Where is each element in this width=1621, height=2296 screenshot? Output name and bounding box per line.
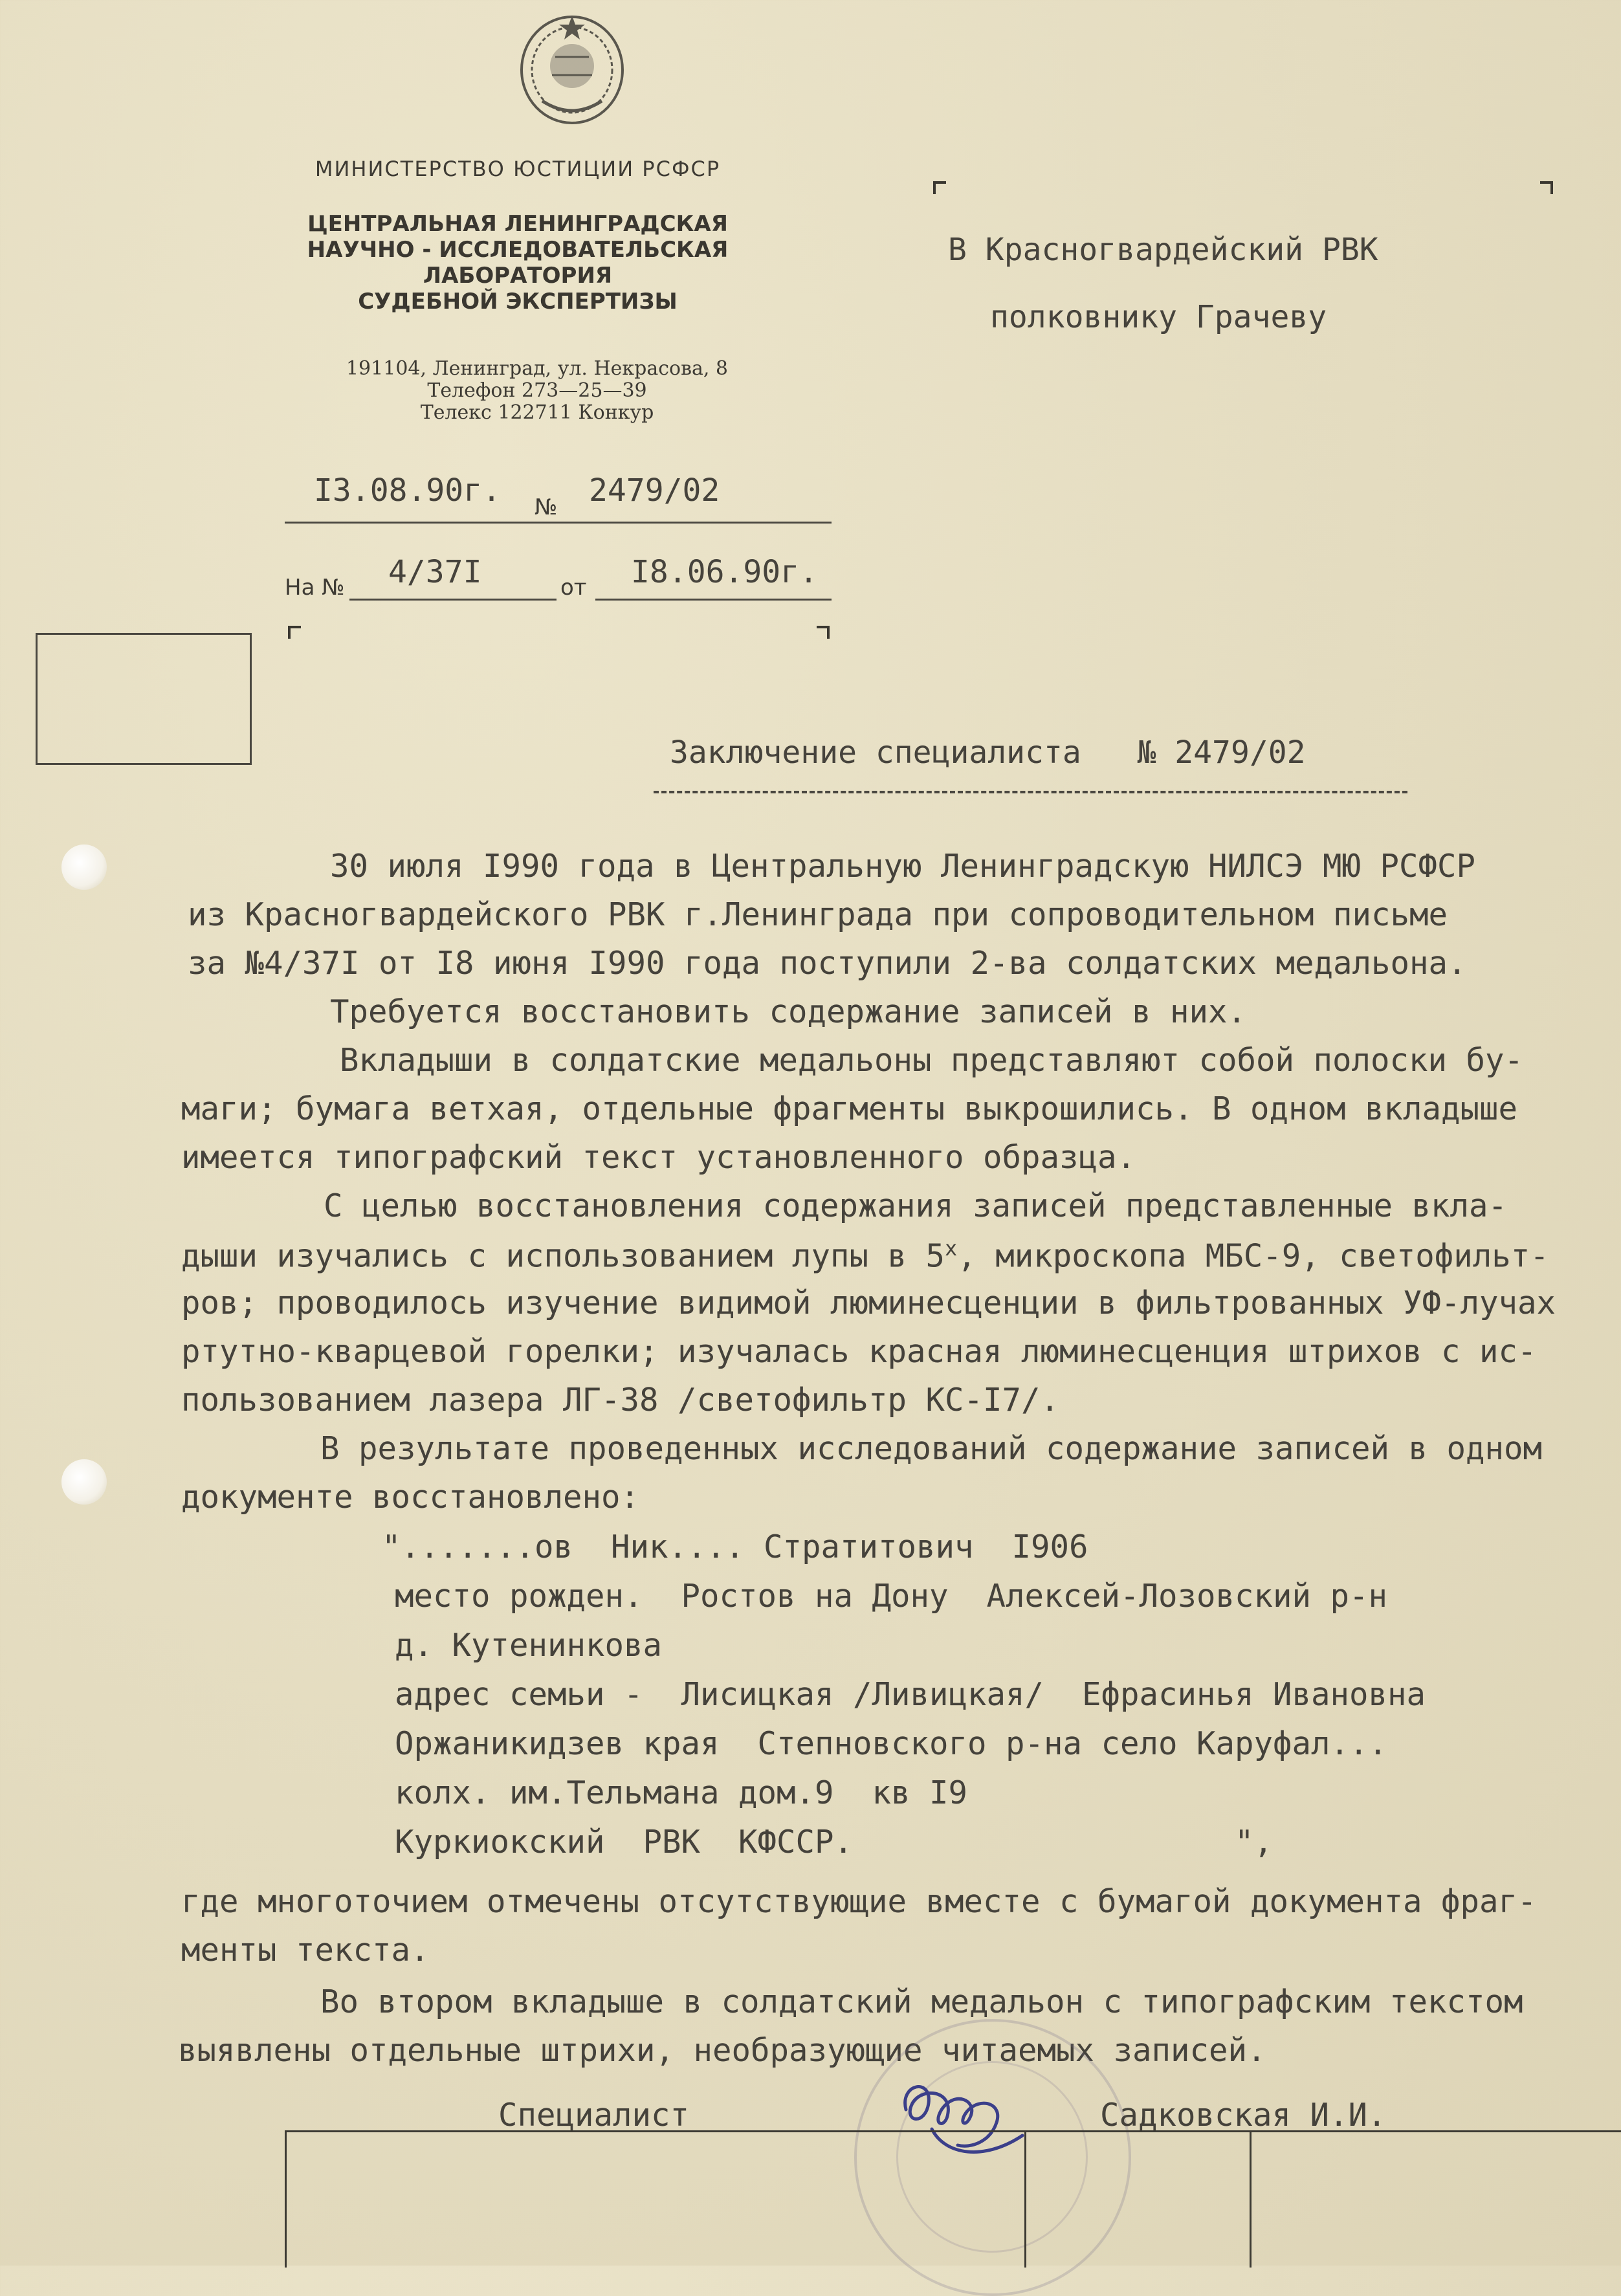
restored-text-line: д. Кутенинкова [395, 1627, 663, 1664]
body-line: ров; проводилось изучение видимой люминесценции в фильтрованных УФ-лучах [181, 1285, 1556, 1321]
restored-text-line: Оржаникидзев края Степновского р-на село Каруфал... [395, 1725, 1388, 1762]
bottom-form-table [285, 2130, 1621, 2268]
signatory-role: Специалист [498, 2097, 690, 2134]
organization-name [194, 211, 841, 315]
body-line: Вкладыши в солдатские медальоны представляют собой полоски бу- [340, 1042, 1524, 1079]
corner-mark [933, 181, 946, 194]
body-line: Требуется восстановить содержание записей в них. [330, 993, 1247, 1030]
ministry-name: МИНИСТЕРСТВО ЮСТИЦИИ РСФСР [314, 157, 721, 181]
corner-mark [288, 626, 301, 639]
body-line: В результате проведенных исследований содержание записей в одном [320, 1430, 1543, 1467]
underline [349, 599, 557, 601]
from-label: от [560, 575, 587, 601]
punch-hole [61, 844, 107, 890]
org-line: ЛАБОРАТОРИЯ [423, 263, 613, 289]
corner-mark [1540, 181, 1553, 194]
signatory-name: Садковская И.И. [1100, 2097, 1387, 2134]
body-line: маги; бумага ветхая, отдельные фрагменты выкрошились. В одном вкладыше [181, 1090, 1518, 1127]
restored-text-line: ".......ов Ник.... Стратитович I906 [382, 1529, 1088, 1565]
recipient-line: В Красногвардейский РВК [948, 232, 1378, 268]
body-line: ртутно-кварцевой горелки; изучалась красная люминесценция штрихов с ис- [181, 1333, 1537, 1370]
body-line: С целью восстановления содержания записей представленные вкла- [324, 1187, 1508, 1224]
restored-text-line: адрес семьи - Лисицкая /Ливицкая/ Ефрасинья Ивановна [395, 1676, 1426, 1713]
org-line: СУДЕБНОЙ ЭКСПЕРТИЗЫ [358, 289, 678, 315]
body-line: менты текста. [181, 1932, 430, 1969]
reply-to-number: 4/37I [388, 554, 482, 590]
body-text: , микроскопа МБС-9, светофильт- [957, 1237, 1549, 1275]
restored-text-line: место рожден. Ростов на Дону Алексей-Лозовский р-н [395, 1578, 1388, 1615]
magnification-superscript: х [945, 1236, 958, 1261]
recipient-line: полковнику Грачеву [990, 299, 1327, 335]
underline [285, 522, 832, 524]
body-line: 30 июля I990 года в Центральную Ленинградскую НИЛСЭ МЮ РСФСР [330, 848, 1476, 885]
punch-hole [61, 1459, 107, 1505]
body-line: пользованием лазера ЛГ-38 /светофильтр КС-I7/. [181, 1382, 1060, 1418]
body-line: имеется типографский текст установленного образца. [181, 1139, 1136, 1176]
stamp-box [36, 633, 252, 765]
number-sign: № [535, 494, 558, 520]
body-line: за №4/37I от I8 июня I990 года поступили 2-ва солдатских медальона. [188, 945, 1467, 982]
outgoing-number: 2479/02 [589, 472, 720, 509]
reply-to-label: На № [285, 575, 345, 601]
body-line [181, 1236, 1549, 1274]
corner-mark [817, 626, 830, 639]
body-line: выявлены отдельные штрихи, необразующие читаемых записей. [178, 2032, 1266, 2069]
restored-text-line: Куркиокский РВК КФССР. ", [395, 1824, 1274, 1860]
table-divider [1024, 2132, 1026, 2268]
body-text: дыши изучались с использованием лупы в 5 [181, 1237, 945, 1275]
phone-line: Телефон 273—25—39 [427, 379, 647, 402]
title-underline [654, 791, 1407, 793]
body-line: из Красногвардейского РВК г.Ленинграда при сопроводительном письме [188, 896, 1448, 933]
org-line: НАУЧНО - ИССЛЕДОВАТЕЛЬСКАЯ [307, 237, 729, 263]
table-divider [1250, 2132, 1252, 2268]
reply-to-date: I8.06.90г. [631, 554, 818, 590]
restored-text-line: колх. им.Тельмана дом.9 кв I9 [395, 1774, 968, 1811]
outgoing-date: I3.08.90г. [314, 472, 501, 509]
org-line: ЦЕНТРАЛЬНАЯ ЛЕНИНГРАДСКАЯ [307, 211, 728, 237]
body-line: где многоточием отмечены отсутствующие вместе с бумагой документа фраг- [181, 1883, 1537, 1920]
organization-address [214, 358, 861, 424]
telex-line: Телекс 122711 Конкур [420, 401, 654, 424]
ussr-coat-of-arms-icon [516, 10, 628, 127]
underline [595, 599, 832, 601]
document-title: Заключение специалиста № 2479/02 [670, 734, 1306, 771]
address-line: 191104, Ленинград, ул. Некрасова, 8 [346, 357, 729, 380]
body-line: Во втором вкладыше в солдатский медальон с типографским текстом [320, 1983, 1523, 2020]
body-line: документе восстановлено: [181, 1479, 640, 1516]
